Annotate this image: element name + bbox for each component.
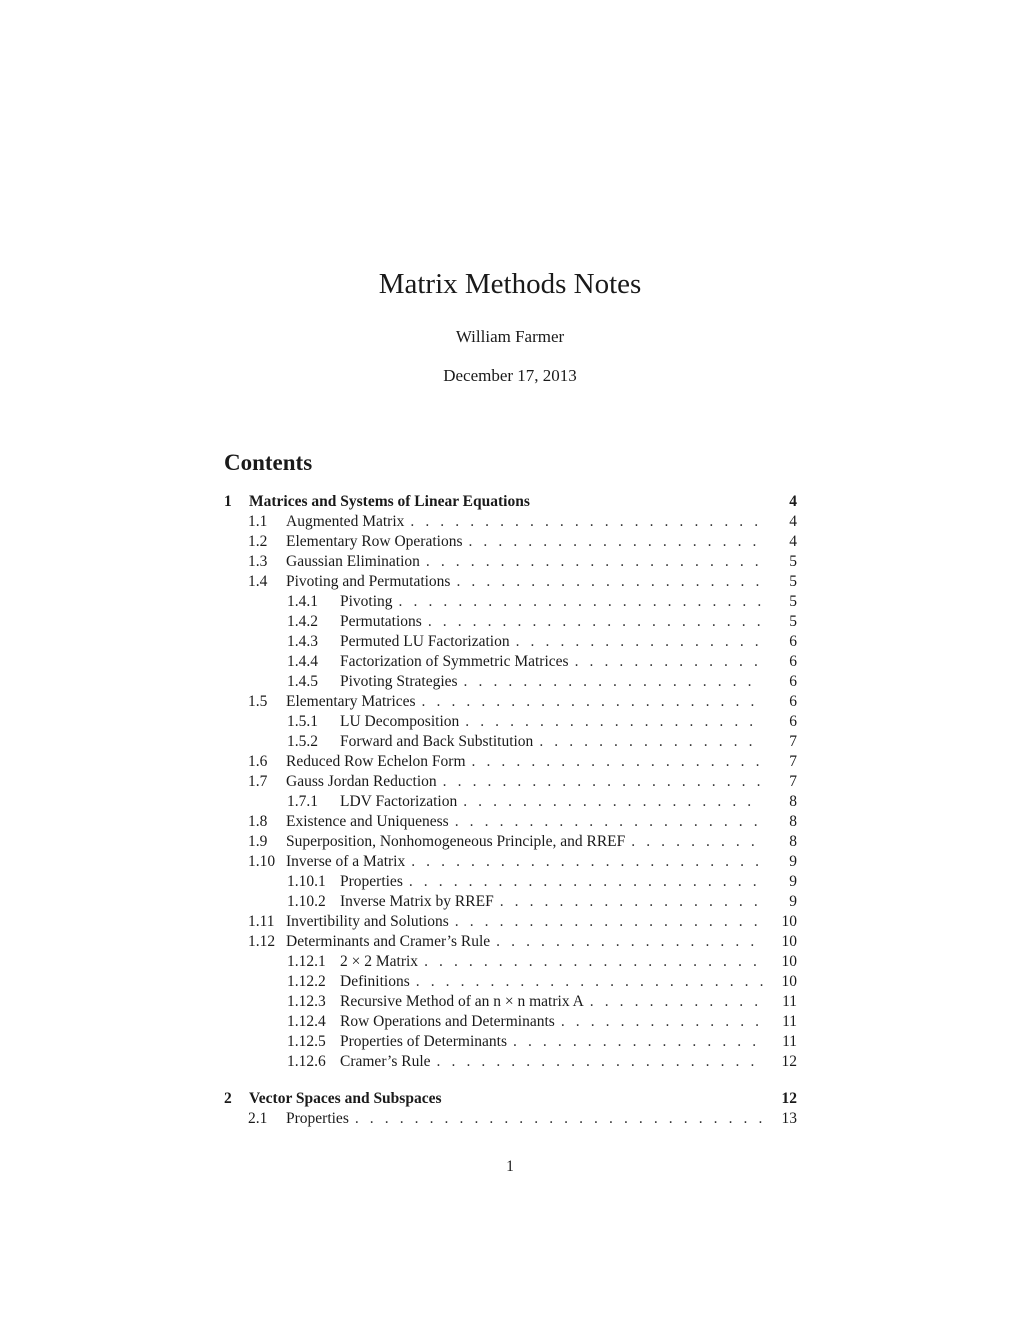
toc-leader-dots <box>494 932 763 952</box>
toc-entry[interactable] <box>224 552 797 572</box>
toc-leader-dots <box>588 992 763 1012</box>
toc-entry-number: 1.12.2 <box>287 973 326 990</box>
toc-entry-page: 6 <box>789 673 797 690</box>
toc-leader-dots <box>426 612 763 632</box>
toc-entry-number: 1.12.4 <box>287 1013 326 1030</box>
toc-entry-number: 1.12.5 <box>287 1033 326 1050</box>
toc-entry-number: 1.5 <box>248 693 268 710</box>
toc-leader-dots <box>420 692 763 712</box>
toc-entry[interactable] <box>224 712 797 732</box>
toc-entry-page: 8 <box>789 833 797 850</box>
toc-entry-page: 10 <box>781 933 797 950</box>
toc-entry[interactable] <box>224 752 797 772</box>
toc-leader-dots <box>514 632 763 652</box>
toc-entry-page: 6 <box>789 653 797 670</box>
toc-leader-dots <box>424 552 763 572</box>
toc-entry-title: Pivoting Strategies <box>340 672 462 692</box>
toc-entry[interactable] <box>224 652 797 672</box>
toc-entry-number: 1.7 <box>248 773 268 790</box>
toc-entry-page: 12 <box>781 1090 797 1107</box>
toc-entry-title: Reduced Row Echelon Form <box>286 752 470 772</box>
toc-entry-number: 1.10 <box>248 853 276 870</box>
toc-entry-number: 2 <box>224 1090 232 1107</box>
toc-entry-number: 1.1 <box>248 513 268 530</box>
toc-entry[interactable] <box>224 732 797 752</box>
toc-entry-number: 1.12.3 <box>287 993 326 1010</box>
toc-entry[interactable] <box>224 492 797 512</box>
toc-entry-page: 8 <box>789 793 797 810</box>
toc-entry[interactable] <box>224 952 797 972</box>
toc-entry-page: 5 <box>789 613 797 630</box>
document-title: Matrix Methods Notes <box>378 268 642 300</box>
toc-leader-dots <box>498 892 763 912</box>
toc-entry-number: 1.12.1 <box>287 953 326 970</box>
toc-leader-dots <box>537 732 763 752</box>
toc-entry-title: Pivoting and Permutations <box>286 572 454 592</box>
toc-entry-page: 5 <box>789 573 797 590</box>
document-author: William Farmer <box>455 327 565 346</box>
toc-entry-page: 4 <box>789 493 797 510</box>
toc-entry[interactable] <box>224 692 797 712</box>
toc-entry-page: 5 <box>789 553 797 570</box>
toc-entry-page: 10 <box>781 973 797 990</box>
toc-entry-page: 9 <box>789 873 797 890</box>
toc-leader-dots <box>453 812 763 832</box>
toc-entry-title: Recursive Method of an n × n matrix A <box>340 992 588 1012</box>
toc-leader-dots <box>414 972 763 992</box>
toc-leader-dots <box>462 672 763 692</box>
toc-entry[interactable] <box>224 532 797 552</box>
page-number: 1 <box>506 1158 514 1175</box>
toc-entry[interactable] <box>224 972 797 992</box>
toc-entry-page: 7 <box>789 733 797 750</box>
toc-leader-dots <box>511 1032 763 1052</box>
toc-entry-page: 10 <box>781 953 797 970</box>
toc-leader-dots <box>407 872 763 892</box>
toc-entry-number: 1.5.2 <box>287 733 318 750</box>
toc-entry[interactable] <box>224 1012 797 1032</box>
toc-entry-number: 1.4.3 <box>287 633 318 650</box>
toc-entry-page: 4 <box>789 533 797 550</box>
toc-leader-dots <box>408 512 763 532</box>
toc-leader-dots <box>470 752 763 772</box>
toc-leader-dots <box>397 592 763 612</box>
toc-entry[interactable] <box>224 812 797 832</box>
toc-entry-page: 7 <box>789 753 797 770</box>
toc-entry-page: 10 <box>781 913 797 930</box>
toc-entry-title: Cramer’s Rule <box>340 1052 435 1072</box>
toc-entry-number: 1.10.2 <box>287 893 326 910</box>
toc-entry-title: LU Decomposition <box>340 712 463 732</box>
table-of-contents <box>224 492 797 1129</box>
toc-entry[interactable] <box>224 1032 797 1052</box>
toc-entry[interactable] <box>224 852 797 872</box>
toc-entry-page: 9 <box>789 853 797 870</box>
toc-entry[interactable] <box>224 1089 797 1109</box>
toc-entry-title: Determinants and Cramer’s Rule <box>286 932 494 952</box>
contents-heading: Contents <box>224 450 313 475</box>
toc-entry-number: 1.4.5 <box>287 673 318 690</box>
toc-entry-title: Definitions <box>340 972 414 992</box>
toc-entry[interactable] <box>224 872 797 892</box>
toc-entry-title: Superposition, Nonhomogeneous Principle, and RREF <box>286 832 629 852</box>
toc-leader-dots <box>453 912 763 932</box>
toc-entry[interactable] <box>224 832 797 852</box>
toc-entry[interactable] <box>224 612 797 632</box>
toc-entry[interactable] <box>224 592 797 612</box>
toc-entry-title: Row Operations and Determinants <box>340 1012 559 1032</box>
toc-leader-dots <box>559 1012 763 1032</box>
toc-entry[interactable] <box>224 1109 797 1129</box>
toc-leader-dots <box>629 832 763 852</box>
toc-entry-number: 1.4 <box>248 573 268 590</box>
toc-entry-title: Elementary Row Operations <box>286 532 466 552</box>
toc-entry-title: Inverse of a Matrix <box>286 852 409 872</box>
toc-entry[interactable] <box>224 672 797 692</box>
toc-entry-number: 2.1 <box>248 1110 268 1127</box>
toc-entry-title: Pivoting <box>340 592 397 612</box>
toc-entry-number: 1.4.1 <box>287 593 318 610</box>
toc-entry-page: 11 <box>782 1013 797 1030</box>
toc-entry-title: Properties <box>340 872 407 892</box>
toc-entry-title: Matrices and Systems of Linear Equations <box>249 492 534 512</box>
toc-entry-number: 1.3 <box>248 553 268 570</box>
toc-entry-title: 2 × 2 Matrix <box>340 952 422 972</box>
toc-entry-title: Forward and Back Substitution <box>340 732 537 752</box>
toc-entry-number: 1.8 <box>248 813 268 830</box>
toc-entry-page: 7 <box>789 773 797 790</box>
toc-entry-number: 1.4.2 <box>287 613 318 630</box>
toc-entry-number: 1.2 <box>248 533 268 550</box>
toc-entry-title: Elementary Matrices <box>286 692 420 712</box>
toc-entry-page: 12 <box>781 1053 797 1070</box>
toc-entry-title: Gauss Jordan Reduction <box>286 772 441 792</box>
toc-entry-number: 1.9 <box>248 833 268 850</box>
toc-entry[interactable] <box>224 992 797 1012</box>
toc-entry-title: Permuted LU Factorization <box>340 632 514 652</box>
toc-entry[interactable] <box>224 912 797 932</box>
toc-leader-dots <box>463 712 763 732</box>
toc-leader-dots <box>409 852 763 872</box>
toc-leader-dots <box>441 772 763 792</box>
toc-entry-number: 1.7.1 <box>287 793 318 810</box>
toc-leader-dots <box>573 652 763 672</box>
toc-entry-number: 1.6 <box>248 753 268 770</box>
toc-entry-page: 11 <box>782 993 797 1010</box>
toc-entry-page: 5 <box>789 593 797 610</box>
toc-leader-dots <box>454 572 763 592</box>
toc-entry-number: 1.12 <box>248 933 276 950</box>
toc-entry-page: 8 <box>789 813 797 830</box>
toc-leader-dots <box>461 792 763 812</box>
toc-entry-page: 4 <box>789 513 797 530</box>
toc-entry-title: Inverse Matrix by RREF <box>340 892 498 912</box>
toc-entry[interactable] <box>224 1052 797 1072</box>
toc-leader-dots <box>466 532 763 552</box>
toc-entry-number: 1.11 <box>248 913 275 930</box>
toc-entry-title: Augmented Matrix <box>286 512 408 532</box>
toc-entry-page: 9 <box>789 893 797 910</box>
toc-entry-page: 13 <box>781 1110 797 1127</box>
document-date: December 17, 2013 <box>443 366 577 385</box>
toc-entry-page: 6 <box>789 693 797 710</box>
toc-entry-number: 1.10.1 <box>287 873 326 890</box>
toc-entry[interactable] <box>224 892 797 912</box>
toc-entry-title: Gaussian Elimination <box>286 552 424 572</box>
toc-entry-number: 1.12.6 <box>287 1053 326 1070</box>
toc-leader-dots <box>422 952 763 972</box>
toc-entry[interactable] <box>224 632 797 652</box>
toc-leader-dots <box>435 1052 763 1072</box>
toc-entry-title: LDV Factorization <box>340 792 461 812</box>
toc-entry[interactable] <box>224 572 797 592</box>
toc-entry-page: 6 <box>789 633 797 650</box>
toc-entry-number: 1.4.4 <box>287 653 318 670</box>
toc-entry-title: Factorization of Symmetric Matrices <box>340 652 573 672</box>
toc-entry-title: Invertibility and Solutions <box>286 912 453 932</box>
toc-entry[interactable] <box>224 792 797 812</box>
toc-entry-number: 1.5.1 <box>287 713 318 730</box>
toc-entry[interactable] <box>224 512 797 532</box>
toc-leader-dots <box>353 1109 763 1129</box>
toc-entry[interactable] <box>224 932 797 952</box>
toc-entry-number: 1 <box>224 493 232 510</box>
toc-entry-title: Vector Spaces and Subspaces <box>249 1089 446 1109</box>
toc-entry[interactable] <box>224 772 797 792</box>
toc-entry-page: 11 <box>782 1033 797 1050</box>
toc-entry-title: Properties of Determinants <box>340 1032 511 1052</box>
toc-entry-title: Properties <box>286 1109 353 1129</box>
toc-entry-page: 6 <box>789 713 797 730</box>
toc-entry-title: Permutations <box>340 612 426 632</box>
toc-entry-title: Existence and Uniqueness <box>286 812 453 832</box>
